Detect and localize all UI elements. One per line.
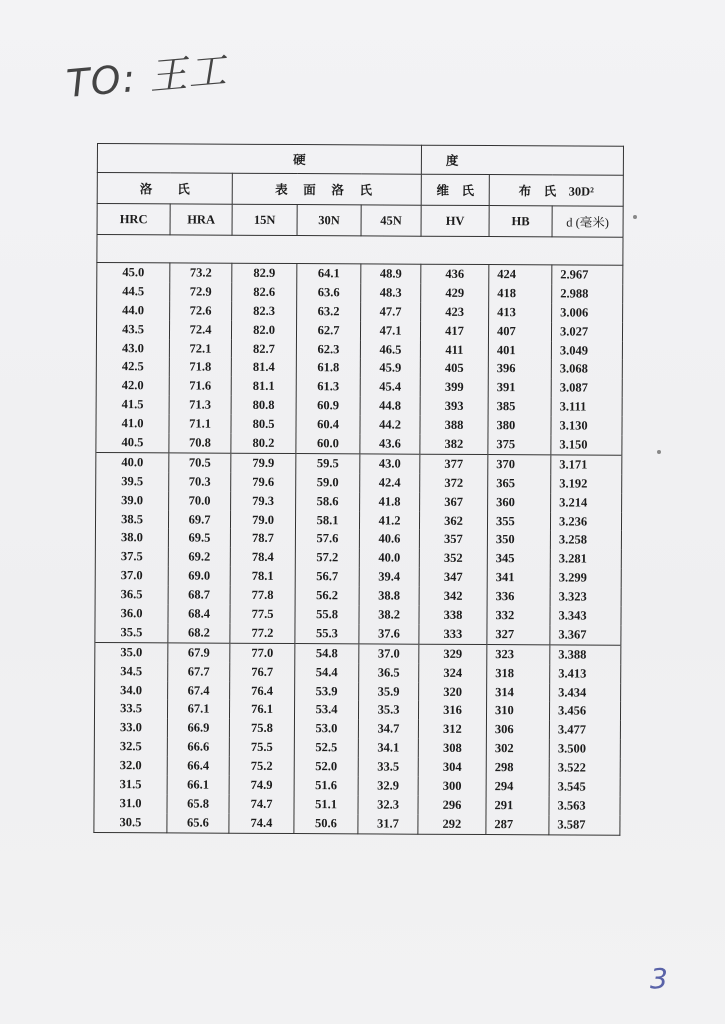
col-hb: HB: [489, 206, 552, 237]
cell-hv: 352: [419, 549, 487, 568]
header-vickers: 维 氏: [421, 174, 489, 205]
cell-hv: 338: [419, 606, 487, 625]
cell-hrc: 39.5: [96, 472, 169, 491]
cell-hb: 360: [488, 493, 551, 512]
cell-45n: 35.9: [359, 682, 419, 701]
col-hra: HRA: [170, 204, 232, 235]
cell-d-mm: 3.236: [550, 512, 621, 531]
cell-d-mm: 2.988: [552, 284, 623, 303]
cell-hrc: 32.0: [94, 756, 167, 775]
cell-d-mm: 3.111: [551, 398, 622, 417]
header-rockwell: 洛 氏: [97, 173, 232, 205]
cell-15n: 77.2: [230, 624, 295, 644]
cell-hra: 65.6: [167, 813, 229, 833]
cell-45n: 38.8: [359, 587, 419, 606]
table-row: [94, 813, 620, 835]
cell-15n: 78.7: [230, 529, 295, 548]
cell-hb: 302: [486, 739, 549, 758]
cell-15n: 79.9: [231, 453, 296, 473]
cell-hrc: 42.5: [96, 357, 169, 376]
cell-hv: 399: [420, 378, 488, 397]
cell-30n: 61.8: [296, 359, 360, 378]
cell-d-mm: 3.150: [551, 435, 622, 455]
cell-45n: 48.3: [361, 283, 421, 302]
cell-hra: 71.8: [169, 358, 231, 377]
col-d-mm: d (毫米): [552, 206, 623, 237]
cell-hb: 407: [488, 322, 551, 341]
cell-30n: 52.0: [294, 757, 358, 776]
cell-15n: 77.5: [230, 605, 295, 624]
cell-hrc: 40.0: [96, 452, 169, 472]
cell-hra: 67.7: [168, 662, 230, 681]
col-15n: 15N: [232, 204, 297, 235]
cell-15n: 82.6: [232, 283, 297, 302]
cell-hrc: 44.0: [97, 301, 170, 320]
cell-30n: 54.4: [295, 663, 359, 682]
cell-hra: 66.9: [167, 719, 229, 738]
cell-hb: 370: [488, 454, 551, 474]
cell-d-mm: 3.388: [550, 645, 621, 665]
cell-hra: 68.7: [168, 586, 230, 605]
cell-hrc: 36.0: [95, 604, 168, 623]
cell-hrc: 45.0: [97, 263, 170, 283]
cell-45n: 37.0: [359, 644, 419, 664]
cell-45n: 41.8: [360, 492, 420, 511]
cell-hb: 314: [487, 683, 550, 702]
header-hardness-right: 度: [421, 145, 623, 175]
cell-hb: 318: [487, 664, 550, 683]
cell-45n: 47.7: [361, 302, 421, 321]
cell-hrc: 30.5: [94, 813, 167, 833]
cell-15n: 82.7: [231, 339, 296, 358]
cell-30n: 53.4: [294, 701, 358, 720]
cell-hra: 65.8: [167, 794, 229, 813]
cell-15n: 80.5: [231, 415, 296, 434]
cell-45n: 48.9: [361, 264, 421, 284]
cell-hrc: 34.5: [95, 662, 168, 681]
cell-d-mm: 3.049: [551, 341, 622, 360]
cell-hv: 417: [420, 321, 488, 340]
cell-hb: 375: [488, 435, 551, 455]
cell-hv: 357: [419, 530, 487, 549]
cell-30n: 50.6: [294, 814, 358, 834]
cell-30n: 62.3: [296, 340, 360, 359]
cell-30n: 60.4: [296, 415, 360, 434]
cell-hv: 324: [419, 663, 487, 682]
cell-45n: 32.3: [358, 795, 418, 814]
cell-hra: 70.5: [169, 453, 231, 473]
cell-hv: 362: [419, 511, 487, 530]
handwritten-note: TO: 王工: [64, 48, 229, 106]
header-superficial-rockwell: 表 面 洛 氏: [232, 173, 421, 205]
cell-45n: 46.5: [360, 340, 420, 359]
cell-hv: 388: [420, 416, 488, 435]
cell-hra: 69.2: [168, 548, 230, 567]
cell-d-mm: 3.323: [550, 588, 621, 607]
cell-d-mm: 3.299: [550, 569, 621, 588]
cell-30n: 51.6: [294, 776, 358, 795]
cell-hra: 69.0: [168, 567, 230, 586]
cell-hv: 429: [421, 284, 489, 303]
cell-hrc: 32.5: [94, 737, 167, 756]
cell-hrc: 43.0: [96, 339, 169, 358]
cell-hv: 367: [420, 492, 488, 511]
cell-30n: 57.6: [295, 530, 359, 549]
cell-hb: 413: [489, 303, 552, 322]
cell-hrc: 42.0: [96, 376, 169, 395]
cell-hb: 350: [487, 531, 550, 550]
cell-30n: 56.2: [295, 586, 359, 605]
cell-45n: 44.2: [360, 416, 420, 435]
cell-hv: 333: [419, 625, 487, 645]
cell-15n: 82.0: [231, 320, 296, 339]
cell-45n: 40.0: [359, 549, 419, 568]
cell-30n: 56.7: [295, 567, 359, 586]
cell-hb: 396: [488, 360, 551, 379]
cell-hb: 298: [486, 758, 549, 777]
cell-45n: 44.8: [360, 397, 420, 416]
cell-15n: 74.4: [229, 814, 294, 834]
cell-hrc: 38.0: [95, 528, 168, 547]
cell-d-mm: 3.214: [551, 493, 622, 512]
cell-hb: 341: [487, 568, 550, 587]
cell-30n: 53.9: [295, 682, 359, 701]
cell-30n: 60.9: [296, 396, 360, 415]
cell-15n: 81.4: [231, 358, 296, 377]
cell-45n: 45.4: [360, 378, 420, 397]
page-number: 3: [650, 962, 668, 995]
cell-d-mm: 3.087: [551, 379, 622, 398]
cell-hrc: 43.5: [96, 320, 169, 339]
cell-15n: 77.8: [230, 586, 295, 605]
cell-30n: 64.1: [297, 264, 361, 284]
cell-d-mm: 2.967: [552, 265, 623, 285]
cell-hb: 310: [486, 702, 549, 721]
cell-hrc: 36.5: [95, 585, 168, 604]
cell-hv: 312: [418, 720, 486, 739]
cell-hb: 418: [489, 284, 552, 303]
cell-hrc: 31.5: [94, 775, 167, 794]
header-brinell: 布 氏 30D²: [489, 175, 623, 207]
cell-hra: 68.4: [168, 604, 230, 623]
cell-15n: 74.9: [229, 776, 294, 795]
cell-hra: 67.4: [168, 681, 230, 700]
cell-15n: 80.8: [231, 396, 296, 415]
cell-30n: 55.3: [295, 624, 359, 644]
cell-hv: 411: [420, 340, 488, 359]
cell-15n: 78.4: [230, 548, 295, 567]
cell-hrc: 33.5: [94, 699, 167, 718]
cell-hrc: 39.0: [96, 491, 169, 510]
cell-d-mm: 3.192: [551, 474, 622, 493]
cell-hv: 300: [418, 777, 486, 796]
cell-d-mm: 3.130: [551, 417, 622, 436]
header-hardness-left: 硬: [97, 144, 421, 175]
cell-15n: 82.9: [232, 263, 297, 283]
cell-15n: 78.1: [230, 567, 295, 586]
header-spacer-row: [97, 235, 623, 266]
cell-d-mm: 3.258: [550, 531, 621, 550]
cell-hrc: 37.0: [95, 566, 168, 585]
cell-15n: 76.1: [229, 700, 294, 719]
cell-d-mm: 3.477: [549, 721, 620, 740]
cell-30n: 61.3: [296, 377, 360, 396]
cell-45n: 38.2: [359, 605, 419, 624]
cell-hb: 336: [487, 587, 550, 606]
col-hv: HV: [421, 205, 489, 236]
cell-15n: 81.1: [231, 377, 296, 396]
cell-hb: 385: [488, 397, 551, 416]
cell-hra: 66.1: [167, 775, 229, 794]
cell-hb: 323: [487, 644, 550, 664]
cell-hra: 66.4: [167, 757, 229, 776]
cell-hra: 71.3: [169, 396, 231, 415]
cell-d-mm: 3.171: [551, 455, 622, 475]
cell-hra: 72.9: [170, 282, 232, 301]
cell-hv: 393: [420, 397, 488, 416]
cell-30n: 63.6: [297, 283, 361, 302]
cell-d-mm: 3.563: [549, 796, 620, 815]
speck: [657, 450, 661, 454]
cell-hra: 72.1: [169, 339, 231, 358]
cell-30n: 59.0: [296, 473, 360, 492]
cell-hra: 72.6: [170, 301, 232, 320]
cell-30n: 63.2: [297, 302, 361, 321]
cell-hv: 342: [419, 587, 487, 606]
cell-30n: 55.8: [295, 605, 359, 624]
cell-45n: 37.6: [359, 624, 419, 644]
cell-hrc: 44.5: [97, 282, 170, 301]
cell-30n: 52.5: [294, 738, 358, 757]
cell-d-mm: 3.434: [550, 683, 621, 702]
cell-45n: 45.9: [360, 359, 420, 378]
cell-30n: 62.7: [296, 321, 360, 340]
cell-45n: 41.2: [359, 511, 419, 530]
cell-15n: 79.3: [231, 491, 296, 510]
cell-hrc: 40.5: [96, 433, 169, 453]
cell-30n: 60.0: [296, 434, 360, 454]
cell-hra: 70.8: [169, 433, 231, 453]
hardness-conversion-table: [93, 143, 624, 835]
cell-45n: 42.4: [360, 473, 420, 492]
cell-hra: 71.6: [169, 377, 231, 396]
cell-45n: 33.5: [358, 758, 418, 777]
cell-d-mm: 3.027: [551, 322, 622, 341]
cell-hb: 380: [488, 416, 551, 435]
cell-45n: 47.1: [360, 321, 420, 340]
cell-30n: 58.1: [295, 511, 359, 530]
cell-hb: 291: [486, 796, 549, 815]
cell-hv: 304: [418, 758, 486, 777]
col-45n: 45N: [361, 205, 421, 236]
cell-15n: 77.0: [230, 643, 295, 663]
cell-d-mm: 3.281: [550, 550, 621, 569]
cell-hv: 308: [418, 739, 486, 758]
cell-hb: 327: [487, 625, 550, 645]
cell-hra: 66.6: [167, 738, 229, 757]
cell-hb: 294: [486, 777, 549, 796]
cell-45n: 40.6: [359, 530, 419, 549]
cell-hra: 73.2: [170, 263, 232, 283]
cell-15n: 74.7: [229, 795, 294, 814]
cell-d-mm: 3.367: [550, 625, 621, 645]
cell-hv: 316: [418, 701, 486, 720]
cell-d-mm: 3.545: [549, 777, 620, 796]
cell-hb: 391: [488, 378, 551, 397]
col-hrc: HRC: [97, 204, 170, 235]
cell-30n: 58.6: [296, 492, 360, 511]
cell-hrc: 41.0: [96, 414, 169, 433]
cell-hb: 355: [487, 512, 550, 531]
cell-15n: 76.4: [230, 681, 295, 700]
cell-d-mm: 3.068: [551, 360, 622, 379]
cell-hra: 69.5: [168, 529, 230, 548]
cell-45n: 31.7: [358, 814, 418, 834]
cell-15n: 75.5: [229, 738, 294, 757]
cell-hra: 68.2: [168, 623, 230, 643]
cell-30n: 53.0: [294, 719, 358, 738]
cell-15n: 76.7: [230, 662, 295, 681]
cell-hv: 347: [419, 568, 487, 587]
cell-hb: 365: [488, 474, 551, 493]
cell-45n: 35.3: [358, 701, 418, 720]
cell-d-mm: 3.522: [549, 759, 620, 778]
cell-30n: 57.2: [295, 548, 359, 567]
col-30n: 30N: [297, 205, 361, 236]
cell-d-mm: 3.006: [552, 303, 623, 322]
cell-d-mm: 3.456: [549, 702, 620, 721]
cell-45n: 43.0: [360, 454, 420, 474]
cell-hrc: 35.0: [95, 642, 168, 662]
cell-hra: 71.1: [169, 415, 231, 434]
cell-15n: 79.0: [230, 510, 295, 529]
cell-d-mm: 3.587: [549, 815, 620, 835]
cell-hra: 67.1: [167, 700, 229, 719]
cell-15n: 79.6: [231, 473, 296, 492]
cell-hv: 296: [418, 796, 486, 815]
cell-hb: 424: [489, 265, 552, 285]
cell-hv: 372: [420, 473, 488, 492]
cell-hv: 329: [419, 644, 487, 664]
cell-hra: 70.0: [169, 491, 231, 510]
cell-hb: 332: [487, 606, 550, 625]
cell-45n: 32.9: [358, 776, 418, 795]
cell-45n: 43.6: [360, 434, 420, 454]
cell-hra: 72.4: [169, 320, 231, 339]
cell-hra: 67.9: [168, 643, 230, 663]
cell-hrc: 35.5: [95, 623, 168, 643]
speck: [633, 215, 637, 219]
cell-hrc: 41.5: [96, 395, 169, 414]
cell-30n: 59.5: [296, 453, 360, 473]
cell-hb: 345: [487, 549, 550, 568]
cell-30n: 51.1: [294, 795, 358, 814]
cell-45n: 36.5: [359, 663, 419, 682]
cell-hrc: 38.5: [95, 510, 168, 529]
cell-45n: 34.1: [358, 739, 418, 758]
cell-hv: 405: [420, 359, 488, 378]
cell-30n: 54.8: [295, 643, 359, 663]
cell-hv: 377: [420, 454, 488, 474]
cell-hv: 320: [419, 682, 487, 701]
cell-hra: 69.7: [168, 510, 230, 529]
cell-d-mm: 3.413: [550, 664, 621, 683]
cell-hb: 401: [488, 341, 551, 360]
cell-hv: 382: [420, 435, 488, 455]
cell-hb: 287: [486, 815, 549, 835]
cell-hra: 70.3: [169, 472, 231, 491]
cell-hb: 306: [486, 720, 549, 739]
cell-hrc: 31.0: [94, 794, 167, 813]
cell-hv: 423: [421, 302, 489, 321]
cell-45n: 39.4: [359, 568, 419, 587]
cell-hv: 292: [418, 815, 486, 835]
cell-hrc: 34.0: [95, 681, 168, 700]
cell-hrc: 37.5: [95, 547, 168, 566]
cell-15n: 82.3: [232, 301, 297, 320]
cell-hv: 436: [421, 264, 489, 284]
cell-45n: 34.7: [358, 720, 418, 739]
cell-d-mm: 3.343: [550, 606, 621, 625]
cell-15n: 75.2: [229, 757, 294, 776]
cell-hrc: 33.0: [94, 718, 167, 737]
cell-d-mm: 3.500: [549, 740, 620, 759]
cell-15n: 80.2: [231, 434, 296, 454]
cell-15n: 75.8: [229, 719, 294, 738]
